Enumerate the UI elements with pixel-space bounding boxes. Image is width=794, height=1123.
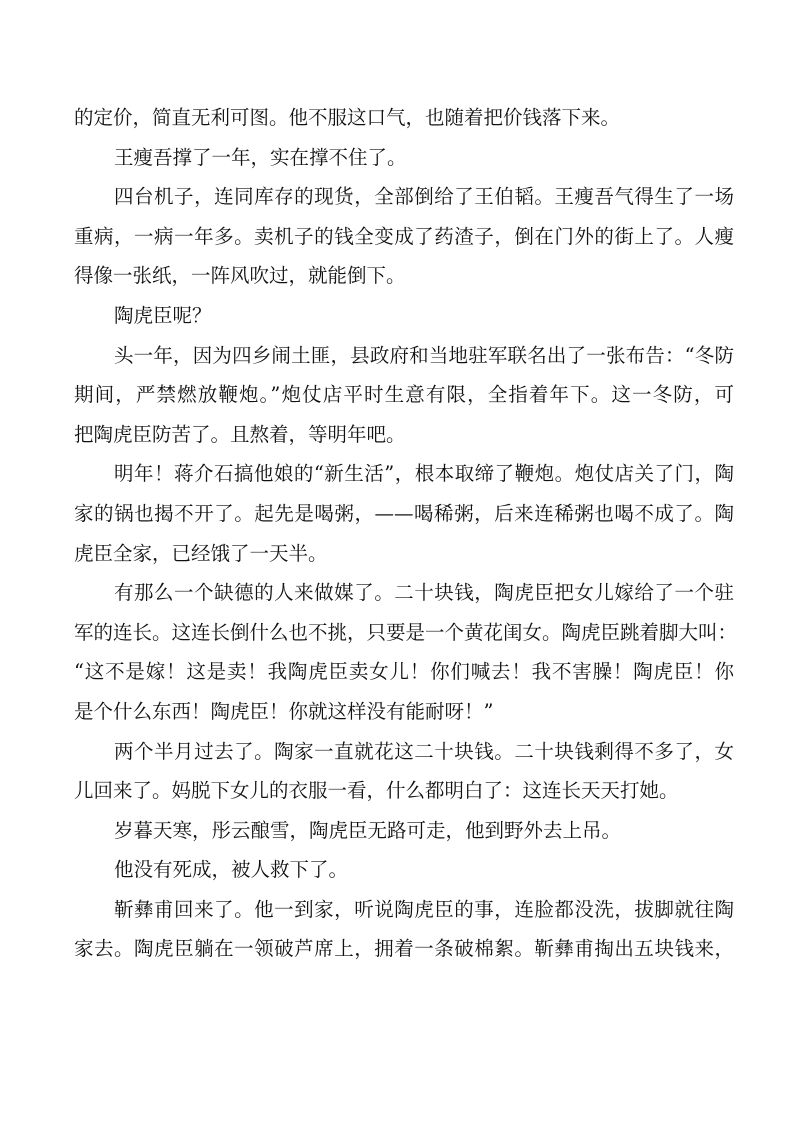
paragraph (74, 336, 734, 455)
paragraph (74, 573, 738, 731)
paragraph (74, 296, 734, 336)
text-line: 王瘦吾撑了一年，实在撑不住了。 (114, 145, 407, 169)
text-line: 四台机子，连同库存的现货，全部倒给了王伯韬。王瘦吾气得生了一场 (114, 185, 734, 209)
text-line: 两个半月过去了。陶家一直就花这二十块钱。二十块钱剩得不多了，女 (114, 739, 734, 763)
text-line: 有那么一个缺德的人来做媒了。二十块钱，陶虎臣把女儿嫁给了一个驻 (114, 581, 734, 605)
text-line: 的定价，简直无利可图。他不服这口气，也随着把价钱落下来。 (74, 106, 621, 129)
text-line: 家的锅也揭不开了。起先是喝粥，——喝稀粥，后来连稀粥也喝不成了。陶 (74, 501, 734, 525)
paragraph (74, 732, 734, 811)
paragraph (74, 138, 734, 178)
text-line: 军的连长。这连长倒什么也不挑，只要是一个黄花闺女。陶虎臣跳着脚大叫： (74, 620, 738, 644)
text-line: 得像一张纸，一阵风吹过，就能倒下。 (74, 264, 406, 288)
text-line: 儿回来了。妈脱下女儿的衣服一看，什么都明白了：这连长天天打她。 (74, 779, 679, 803)
text-line: 把陶虎臣防苦了。且熬着，等明年吧。 (74, 422, 406, 446)
text-line: 头一年，因为四乡闹土匪，县政府和当地驻军联名出了一张布告：“冬防 (114, 343, 734, 367)
paragraph (74, 811, 734, 851)
paragraph (74, 177, 734, 296)
paragraph (74, 98, 734, 138)
text-line: 他没有死成，被人救下了。 (114, 858, 349, 882)
text-line: 期间，严禁燃放鞭炮。”炮仗店平时生意有限，全指着年下。这一冬防，可 (74, 383, 734, 407)
paragraph (74, 850, 734, 890)
body-text (74, 98, 738, 969)
paragraph (74, 890, 734, 969)
text-line: 岁暮天寒，彤云酿雪，陶虎臣无路可走，他到野外去上吊。 (114, 818, 622, 842)
text-line: “这不是嫁！这是卖！我陶虎臣卖女儿！你们喊去！我不害臊！陶虎臣！你 (74, 660, 734, 684)
text-line: 明年！蒋介石搞他娘的“新生活”，根本取缔了鞭炮。炮仗店关了门，陶 (114, 462, 734, 486)
text-line: 重病，一病一年多。卖机子的钱全变成了药渣子，倒在门外的街上了。人瘦 (74, 224, 734, 248)
text-line: 靳彝甫回来了。他一到家，听说陶虎臣的事，连脸都没洗，拔脚就往陶 (114, 897, 734, 921)
text-line: 虎臣全家，已经饿了一天半。 (74, 541, 328, 565)
paragraph (74, 454, 734, 573)
text-line: 是个什么东西！陶虎臣！你就这样没有能耐呀！” (74, 699, 494, 723)
text-line: 家去。陶虎臣躺在一领破芦席上，拥着一条破棉絮。靳彝甫掏出五块钱来， (74, 937, 734, 961)
text-line: 陶虎臣呢？ (114, 303, 212, 327)
